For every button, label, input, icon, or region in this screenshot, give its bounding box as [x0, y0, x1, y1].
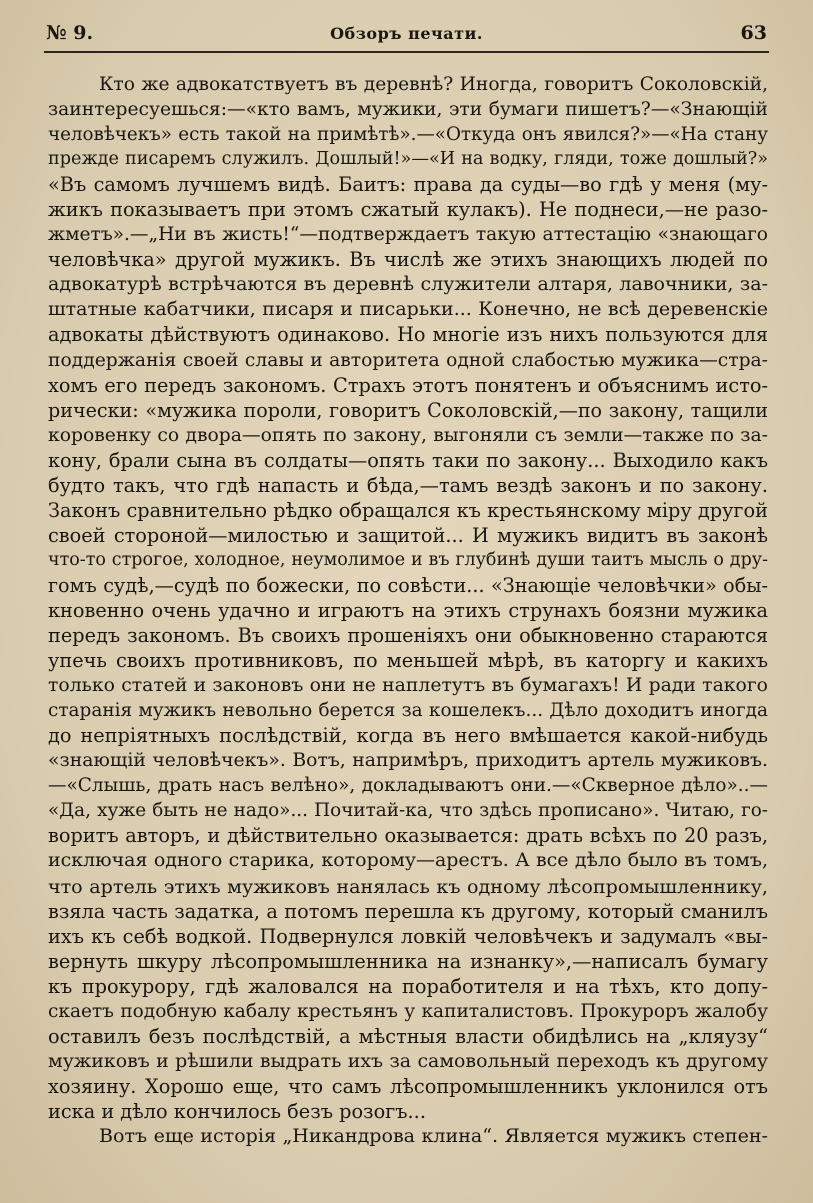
text-line: Вотъ еще исторія „Никандрова клина“. Является мужикъ степен- [99, 1124, 768, 1147]
text-line: хозяину. Хорошо еще, что самъ лѣсопромышленникъ уклонился отъ [48, 1074, 768, 1098]
text-line: оставилъ безъ послѣдствій, а мѣстныя власти обидѣлись на „кляузу“ [48, 1024, 768, 1048]
text-line: заинтересуешься:—«кто вамъ, мужики, эти бумаги пишетъ?—«Знающій [48, 99, 768, 121]
text-line: упечь своихъ противниковъ, по меньшей мѣрѣ, въ каторгу и какихъ [48, 649, 768, 673]
text-line: до непріятныхъ послѣдствій, когда въ него вмѣшается какой-нибудь [48, 724, 768, 748]
text-line: штатные кабатчики, писаря и писарьки... Конечно, не всѣ деревенскіе [48, 298, 768, 321]
text-line: иска и дѣло кончилось безъ розогъ... [48, 1099, 426, 1123]
text-line: Законъ сравнительно рѣдко обращался къ крестьянскому міру другой [48, 498, 768, 522]
text-line: жметъ».—„Ни въ жисть!“—подтверждаетъ такую аттестацію «знающаго [48, 224, 768, 246]
text-line: воритъ авторъ, и дѣйствительно оказывается: драть всѣхъ по 20 разъ, [48, 824, 768, 848]
text-line: «Да, хуже быть не надо»... Почитай-ка, что здѣсь прописано». Читаю, го- [48, 800, 768, 822]
text-line: исключая одного старика, которому—арестъ. А все дѣло было въ томъ, [48, 849, 768, 872]
issue-number: № 9. [46, 22, 94, 44]
text-line: прежде писаремъ служилъ. Дошлый!»—«И на водку, гляди, тоже дошлый?» [48, 149, 768, 170]
text-line: ихъ къ себѣ водкой. Подвернулся ловкій человѣчекъ и задумалъ «вы- [48, 924, 768, 948]
text-line: Кто же адвокатствуетъ въ деревнѣ? Иногда, говоритъ Соколовскій, [99, 74, 768, 95]
text-line: поддержанія своей славы и авторитета одной слабостью мужика—стра- [48, 349, 768, 371]
text-line: «Въ самомъ лучшемъ видѣ. Баитъ: права да суды—во гдѣ у меня (му- [48, 173, 768, 197]
text-line: адвокатурѣ встрѣчаются въ деревнѣ служители алтаря, лавочники, за- [48, 273, 768, 296]
text-line: жикъ показываетъ при этомъ сжатый кулакъ). Не поднеси,—не разо- [48, 198, 768, 222]
text-line: вернуть шкуру лѣсопромышленника на изнанку»,—написалъ бумагу [48, 949, 768, 973]
text-line: своей стороной—милостью и защитой... И мужикъ видитъ въ законѣ [48, 523, 768, 547]
text-line: къ прокурору, гдѣ жаловался на поработителя и на тѣхъ, кто допу- [48, 974, 768, 998]
text-line: взяла часть задатка, а потомъ перешла къ другому, который сманилъ [48, 899, 768, 923]
text-line: старанія мужикъ невольно берется за кошелекъ... Дѣло доходитъ иногда [48, 700, 768, 722]
text-line: рически: «мужика пороли, говоритъ Соколовскій,—по закону, тащили [48, 398, 768, 422]
text-line: гомъ судѣ,—судѣ по божески, по совѣсти... «Знающіе человѣчки» обы- [48, 573, 768, 597]
text-line: человѣчекъ» есть такой на примѣтѣ».—«Откуда онъ явился?»—«На стану [48, 124, 768, 146]
text-line: —«Слышь, драть насъ велѣно», докладываютъ они.—«Скверное дѣло»..— [48, 775, 768, 797]
text-line: мужиковъ и рѣшили выдрать ихъ за самовольный переходъ къ другому [48, 1049, 768, 1072]
text-line: будто такъ, что гдѣ напасть и бѣда,—тамъ вездѣ законъ и по закону. [48, 473, 768, 497]
text-line: что артель этихъ мужиковъ нанялась къ одному лѣсопромышленнику, [48, 874, 768, 898]
text-line: коровенку со двора—опять по закону, выгоняли съ земли—также по за- [48, 424, 768, 446]
body-text [48, 72, 768, 1149]
text-line: передъ закономъ. Въ своихъ прошеніяхъ они обыкновенно стараются [48, 624, 768, 648]
text-line: только статей и законовъ они не наплетутъ въ бумагахъ! И ради такого [48, 675, 768, 697]
running-title: Обзоръ печати. [330, 24, 483, 43]
text-line: адвокаты дѣйствуютъ одинаково. Но многіе изъ нихъ пользуются для [48, 323, 768, 347]
text-line: кону, брали сына въ солдаты—опять таки по закону... Выходило какъ [48, 448, 768, 472]
running-header [46, 22, 767, 52]
header-rule [44, 51, 769, 53]
text-line: что-то строгое, холодное, неумолимое и въ глубинѣ души таитъ мысль о дру- [48, 549, 768, 570]
text-line: кновенно очень удачно и играютъ на этихъ струнахъ боязни мужика [48, 598, 768, 622]
text-line: «знающій человѣчекъ». Вотъ, напримѣръ, приходитъ артель мужиковъ. [48, 750, 768, 772]
text-line: человѣчка» другой мужикъ. Въ числѣ же этихъ знающихъ людей по [48, 248, 768, 272]
text-line: хомъ его передъ закономъ. Страхъ этотъ понятенъ и объяснимъ исто- [48, 373, 768, 397]
text-line: скаетъ подобную кабалу крестьянъ у капиталистовъ. Прокуроръ жалобу [48, 1000, 768, 1022]
page-number: 63 [740, 22, 767, 44]
